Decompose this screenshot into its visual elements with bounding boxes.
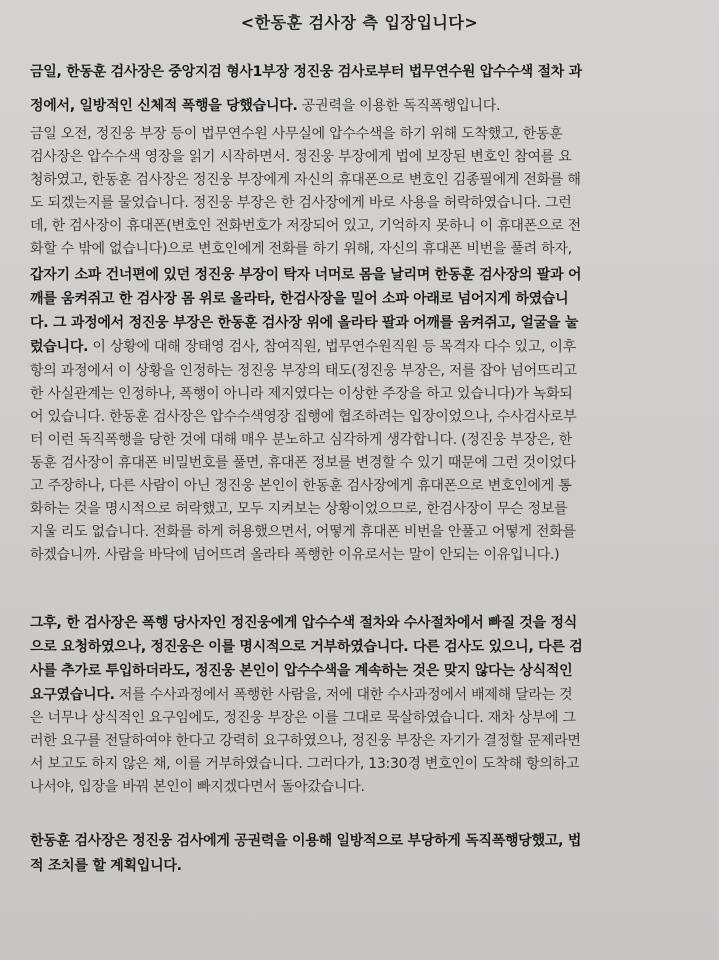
text-segment: 지울 리도 없습니다. 전화를 하게 허용했으면서, 어떻게 휴대폰 비번을 안풀고 어떻게 전화를 — [30, 524, 576, 540]
text-line — [30, 147, 572, 167]
text-segment: 공권력을 이용한 독직폭행입니다. — [297, 98, 501, 114]
text-line — [30, 193, 572, 213]
text-line — [30, 337, 576, 357]
text-segment: 하겠습니까. 사람을 바닥에 넘어뜨려 올라타 폭행한 이유로서는 말이 안되는 이유입니다.) — [30, 547, 560, 563]
text-line — [30, 289, 568, 309]
text-segment: 도 되겠는지를 물었습니다. 정진웅 부장은 한 검사장에게 바로 사용을 허락하였습니다. 그런 — [30, 195, 572, 211]
text-line — [30, 239, 572, 259]
text-line — [30, 685, 572, 705]
text-segment: 서 보고도 하지 않은 채, 이를 거부하였습니다. 그러다가, 13:30경 변호인이 도착해 항의하고 — [30, 756, 580, 772]
text-segment: 이 상황에 대해 장태영 검사, 참여직원, 법무연수원직원 등 목격자 다수 있고, 이후 — [88, 339, 576, 355]
bold-text-segment: 적 조치를 할 계획입니다. — [30, 858, 182, 874]
text-line — [30, 499, 567, 519]
text-segment: 한 사실관계는 인정하나, 폭행이 아니라 제지였다는 이상한 주장을 하고 있습니다)가 녹화되 — [30, 386, 573, 402]
text-line — [30, 613, 577, 633]
text-segment: 청하였고, 한동훈 검사장은 정진웅 부장에게 자신의 휴대폰으로 변호인 김종필에게 전화를 해 — [30, 172, 581, 188]
bold-text-segment: 갑자기 소파 건너편에 있던 정진웅 부장이 탁자 너머로 몸을 날리며 한동훈 검사장의 팔과 어 — [30, 267, 582, 283]
text-segment: 데, 한 검사장이 휴대폰(변호인 전화번호가 저장되어 있고, 기억하지 못하니 이 휴대폰으로 전 — [30, 218, 581, 234]
text-segment: 검사장은 압수수색 영장을 읽기 시작하면서. 정진웅 부장에게 법에 보장된 변호인 참여를 요 — [30, 149, 572, 165]
text-segment: 항의 과정에서 이 상황을 인정하는 정진웅 부장의 태도(정진웅 부장은, 저를 잡아 넘어뜨리고 — [30, 363, 577, 379]
text-line — [30, 731, 581, 751]
text-line — [30, 124, 562, 144]
text-line — [30, 361, 577, 381]
text-line — [30, 545, 559, 565]
text-line — [30, 856, 182, 876]
text-segment: 저를 수사과정에서 폭행한 사람을, 저에 대한 수사과정에서 배제해 달라는 것 — [114, 687, 573, 703]
text-line — [30, 265, 581, 285]
text-line — [30, 96, 500, 116]
text-line — [30, 777, 365, 797]
text-line — [30, 637, 583, 657]
bold-text-segment: 으로 요청하였으나, 정진웅은 이를 명시적으로 거부하였습니다. 다른 검사도 있으니, 다른 검 — [30, 639, 583, 655]
bold-text-segment: 사를 추가로 투입하더라도, 정진웅 본인이 압수수색을 계속하는 것은 맞지 않다는 상식적인 — [30, 663, 573, 679]
text-line — [30, 216, 581, 236]
document-title: <한동훈 검사장 측 입장입니다> — [240, 13, 479, 32]
bold-text-segment: 깨를 움켜쥐고 한 검사장 몸 위로 올라타, 한검사장을 밀어 소파 아래로 넘어지게 하였습니 — [30, 291, 569, 307]
text-line — [30, 384, 573, 404]
bold-text-segment: 요구였습니다. — [30, 687, 115, 703]
bold-text-segment: 정에서, 일방적인 신체적 폭행을 당했습니다. — [30, 98, 298, 114]
text-line — [30, 407, 576, 427]
text-segment: 나서야, 입장을 바꿔 본인이 빠지겠다면서 돌아갔습니다. — [30, 779, 365, 795]
text-line — [30, 754, 579, 774]
bold-text-segment: 금일, 한동훈 검사장은 중앙지검 형사1부장 정진웅 검사로부터 법무연수원 압수수색 절차 과 — [30, 64, 582, 80]
bold-text-segment: 다. 그 과정에서 정진웅 부장은 한동훈 검사장 위에 올라타 팔과 어깨를 움켜쥐고, 얼굴을 눌 — [30, 315, 579, 331]
text-segment: 러한 요구를 전달하여야 한다고 강력히 요구하였으나, 정진웅 부장은 자기가 결정할 문제라면 — [30, 733, 581, 749]
bold-text-segment: 그후, 한 검사장은 폭행 당사자인 정진웅에게 압수수색 절차와 수사절차에서 빠질 것을 정식 — [30, 615, 578, 631]
bold-text-segment: 한동훈 검사장은 정진웅 검사에게 공권력을 이용해 일방적으로 부당하게 독직폭행당했고, 법 — [30, 833, 582, 849]
text-line — [30, 430, 572, 450]
text-line — [30, 661, 572, 681]
text-segment: 어 있습니다. 한동훈 검사장은 압수수색영장 집행에 협조하려는 입장이었으나, 수사검사로부 — [30, 409, 577, 425]
text-line — [30, 453, 576, 473]
bold-text-segment: 렀습니다. — [30, 339, 89, 355]
text-segment: 금일 오전, 정진웅 부장 등이 법무연수원 사무실에 압수수색을 하기 위해 도착했고, 한동훈 — [30, 126, 563, 142]
text-segment: 동훈 검사장이 휴대폰 비밀번호를 풀면, 휴대폰 정보를 변경할 수 있기 때문에 그런 것이었다 — [30, 455, 576, 471]
text-line — [30, 476, 572, 496]
text-line — [30, 62, 582, 82]
text-segment: 터 이런 독직폭행을 당한 것에 대해 매우 분노하고 심각하게 생각합니다. (정진웅 부장은, 한 — [30, 432, 572, 448]
text-line — [30, 708, 576, 728]
text-segment: 고 주장하나, 다른 사람이 아닌 정진웅 본인이 한동훈 검사장에게 휴대폰으로 변호인에게 통 — [30, 478, 572, 494]
text-line — [30, 522, 576, 542]
text-segment: 화하는 것을 명시적으로 허락했고, 모두 지켜보는 상황이었으므로, 한검사장이 무슨 정보를 — [30, 501, 568, 517]
text-segment: 은 너무나 상식적인 요구임에도, 정진웅 부장은 이를 그대로 묵살하였습니다. 재차 상부에 그 — [30, 710, 576, 726]
text-segment: 화할 수 밖에 없습니다)으로 변호인에게 전화를 하기 위해, 자신의 휴대폰 비번을 풀려 하자, — [30, 241, 572, 257]
text-line — [30, 170, 581, 190]
text-line — [30, 313, 578, 333]
text-line — [30, 831, 581, 851]
